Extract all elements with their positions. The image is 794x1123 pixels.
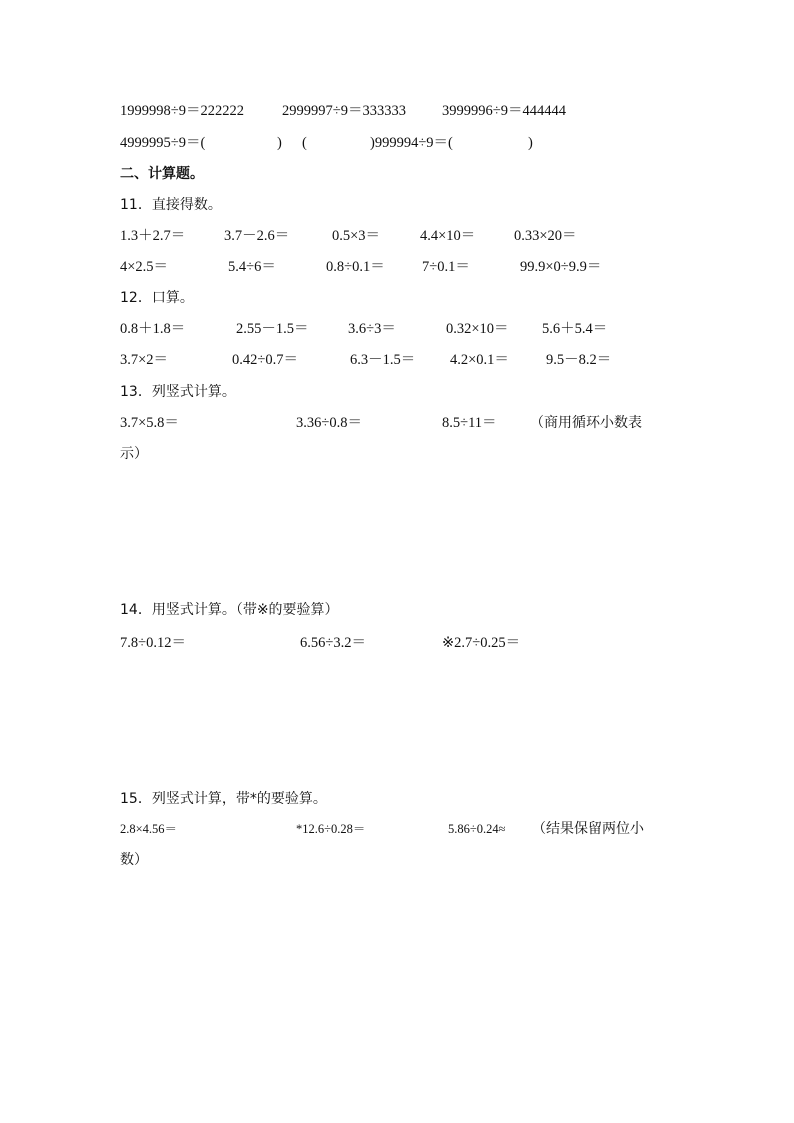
calc-item: *12.6÷0.28＝ [296,822,366,836]
calc-item: 1.3＋2.7＝ [120,228,186,244]
calc-item: 4×2.5＝ [120,259,169,275]
pattern-blank-part: ) [528,135,533,151]
question-label: 15．列竖式计算，带*的要验算。 [120,791,327,807]
calc-item: 2.8×4.56＝ [120,822,178,836]
q13-note-continuation [0,442,794,466]
q13-items [0,411,794,435]
pattern-blank-part: ) [277,135,282,151]
calc-item: 9.5－8.2＝ [546,352,612,368]
pattern-item: 3999996÷9＝444444 [442,103,566,119]
calc-item: 7÷0.1＝ [422,259,470,275]
question-label: 12．口算。 [120,290,194,306]
q12-row-2 [0,348,794,372]
pattern-blank-part: )999994÷9＝( [370,135,453,151]
q15-heading [0,787,794,811]
calc-item: 0.42÷0.7＝ [232,352,298,368]
q11-heading [0,193,794,217]
calc-item: ※2.7÷0.25＝ [442,635,521,651]
calc-item: 7.8÷0.12＝ [120,635,186,651]
calc-item: 0.33×20＝ [514,228,577,244]
calc-item: 0.8＋1.8＝ [120,321,186,337]
calc-item: 6.3－1.5＝ [350,352,416,368]
calc-item: 2.55－1.5＝ [236,321,309,337]
pattern-item: 2999997÷9＝333333 [282,103,406,119]
pattern-row-1 [0,99,794,123]
calc-item: 99.9×0÷9.9＝ [520,259,602,275]
calc-item: 3.7×5.8＝ [120,415,179,431]
q14-heading [0,598,794,622]
calc-item: 3.36÷0.8＝ [296,415,362,431]
calc-item: 0.5×3＝ [332,228,381,244]
calc-note: （商用循环小数表 [530,415,642,431]
calc-item: 4.2×0.1＝ [450,352,509,368]
calc-note: 示） [120,446,148,462]
section-2-heading [0,162,794,186]
q15-items [0,817,794,841]
pattern-blank-part: 4999995÷9＝( [120,135,206,151]
calc-item: 4.4×10＝ [420,228,476,244]
calc-item: 5.4÷6＝ [228,259,276,275]
question-label: 13．列竖式计算。 [120,384,236,400]
q15-note-continuation [0,848,794,872]
calc-item: 5.86÷0.24≈ [448,822,506,836]
question-label: 11．直接得数。 [120,197,222,213]
pattern-item: 1999998÷9＝222222 [120,103,244,119]
section-title: 二、计算题。 [120,166,204,182]
calc-item: 0.32×10＝ [446,321,509,337]
calc-item: 6.56÷3.2＝ [300,635,366,651]
calc-item: 3.7－2.6＝ [224,228,290,244]
q12-row-1 [0,317,794,341]
q11-row-2 [0,255,794,279]
q12-heading [0,286,794,310]
pattern-blank-part: ( [302,135,307,151]
calc-note: （结果保留两位小 [532,821,644,837]
calc-item: 8.5÷11＝ [442,415,497,431]
calc-note: 数） [120,852,148,868]
question-label: 14．用竖式计算。（带※的要验算） [120,602,339,618]
q14-items [0,631,794,655]
q13-heading [0,380,794,404]
pattern-row-2 [0,131,794,155]
calc-item: 3.7×2＝ [120,352,169,368]
calc-item: 3.6÷3＝ [348,321,396,337]
calc-item: 0.8÷0.1＝ [326,259,385,275]
calc-item: 5.6＋5.4＝ [542,321,608,337]
q11-row-1 [0,224,794,248]
